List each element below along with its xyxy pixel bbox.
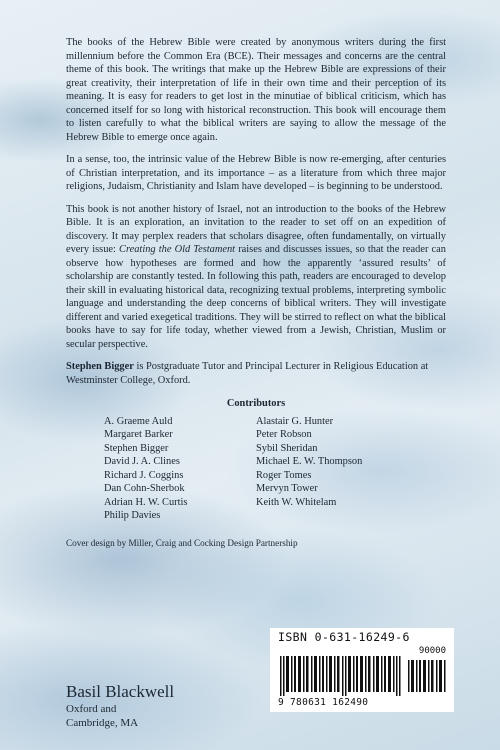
contributor-name: Adrian H. W. Curtis — [104, 496, 188, 508]
blurb-paragraph-2: In a sense, too, the intrinsic value of the Hebrew Bible is now re-emerging, after centuries of Christian interpretation, and its importance – as a literature from which three major religions, Judaism, Christianity and Islam have developed – is beginning to be understood. — [66, 154, 446, 192]
contributor-name: Philip Davies — [104, 510, 161, 521]
contributor-name: Roger Tomes — [256, 469, 312, 481]
contributor-name: Peter Robson — [256, 429, 312, 440]
blurb-paragraph-3-end: raises and discusses issues, so that the reader can observe how hypotheses are formed and how the apparently ‘assured results’ of scholarship are constantly tested. In following this path, readers are encouraged to develop their skill in evaluating historical data, recognizing textual problems, interpreting symbolic language and understanding the deep concerns of biblical writers. They will investigate different and varied exegetical traditions. They will be stirred to reflect on what the biblical books have to say for life today, whether viewed from a Jewish, Christian, Muslim or secular perspective. — [66, 244, 446, 350]
publisher-city: Cambridge, MA — [66, 717, 139, 729]
contributor-name: Mervyn Tower — [256, 483, 318, 494]
contributor-name: David J. A. Clines — [104, 456, 180, 467]
contributor-name: Michael E. W. Thompson — [256, 456, 363, 467]
contributors-list — [66, 415, 446, 523]
contributor-name: Margaret Barker — [104, 429, 173, 440]
ean-number: 9 780631 162490 — [278, 697, 369, 708]
blurb-paragraph-1: The books of the Hebrew Bible were created by anonymous writers during the first millennium before the Common Era (BCE). Their messages and concerns are the central theme of this book. The writings that make up the Hebrew Bible are expressions of their great creativity, their interpretation of life in their own time and their perception of its meaning. It is easy for readers to get lost in the minutiae of biblical criticism, which has concerned itself for so long with historical reconstruction. This book will encourage them to listen carefully to what the biblical writers are saying to allow the message of the Hebrew Bible to emerge once again. — [66, 37, 446, 143]
cover-design-credit: Cover design by Miller, Craig and Cocking Design Partnership — [66, 537, 298, 548]
contributor-name: Dan Cohn-Sherbok — [104, 483, 185, 494]
blurb-block — [66, 36, 446, 550]
contributor-name: Keith W. Whitelam — [256, 496, 337, 508]
barcode-icon — [280, 656, 448, 696]
contributor-name: Stephen Bigger — [104, 442, 169, 454]
barcode-panel — [270, 628, 454, 712]
publisher-name: Basil Blackwell — [66, 682, 175, 701]
author-name: Stephen Bigger — [66, 361, 134, 372]
contributors-heading: Contributors — [226, 398, 286, 409]
contributors-column-left — [104, 415, 256, 523]
author-bio-text: is Postgraduate Tutor and Principal Lecturer in Religious Education at Westminster College, Oxford. — [66, 361, 429, 386]
blurb-paragraph-3 — [66, 203, 446, 352]
publisher-imprint — [66, 682, 174, 730]
price-code: 90000 — [418, 646, 446, 656]
contributor-name: Richard J. Coggins — [104, 469, 184, 481]
contributor-name: Sybil Sheridan — [256, 442, 318, 454]
book-title-italic: Creating the Old Testament — [119, 244, 236, 255]
contributor-name: A. Graeme Auld — [104, 415, 173, 427]
blurb-paragraph-3-start: This book is not another history of Israel, not an introduction to the books of the Hebrew Bible. It is an exploration, an invitation to the reader to set off on an expedition of discovery. It may perplex readers that scholars disagree, often fundamentally, on virtually every issue: — [66, 203, 446, 255]
isbn-number: ISBN 0-631-16249-6 — [278, 630, 410, 644]
author-bio — [66, 360, 446, 387]
contributor-name: Alastair G. Hunter — [256, 415, 334, 427]
contributors-column-right — [256, 415, 408, 523]
publisher-city: Oxford and — [66, 703, 117, 715]
